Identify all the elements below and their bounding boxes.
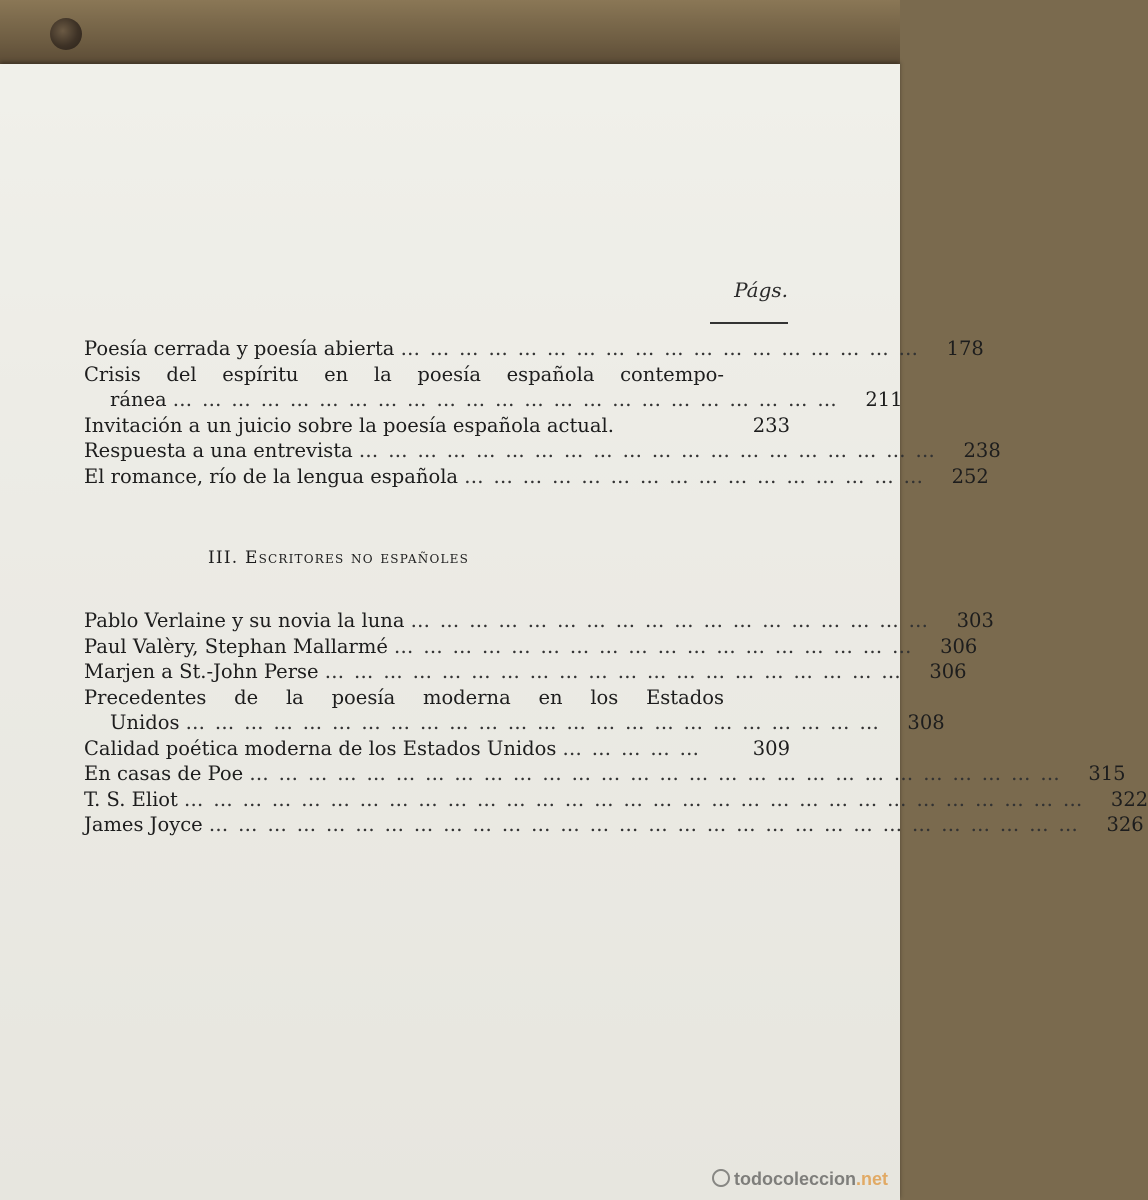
pin-icon: [50, 18, 82, 50]
toc-entry-page: 315: [1088, 762, 1126, 785]
toc-entry: [84, 659, 967, 685]
toc-entry: [84, 438, 1001, 464]
dot-leader: … … … … … … … … … … … … … … … … … … … … … … … … … … … … … …: [208, 813, 1080, 836]
toc-entry-page: 303: [956, 609, 994, 632]
toc-entry-title: Poesía cerrada y poesía abierta: [84, 337, 395, 360]
background-surface: [0, 0, 900, 66]
watermark: [712, 1169, 888, 1190]
toc-entry-title: Marjen a St.-John Perse: [84, 660, 319, 683]
dot-leader: … … … … … … … … … … … … … … … … … … … … … … … …: [185, 711, 881, 734]
dot-leader: … … … … … … … … … … … … … … … … … … … … … … … … … … … … … … …: [183, 787, 1085, 811]
dot-leader: … … … … … … … … … … … … … … … … … …: [393, 634, 914, 658]
toc-entry: [84, 387, 903, 413]
toc-entry-page: 252: [951, 464, 989, 488]
toc-entry-title-line1: Precedentes de la poesía moderna en los Estados: [84, 685, 724, 709]
toc-entry-page: 306: [929, 660, 967, 683]
toc-entry-page: 211: [865, 388, 903, 411]
toc-entry-title: Paul Valèry, Stephan Mallarmé: [84, 634, 388, 658]
dot-leader: … … … … … … … … … … … … … … … …: [464, 464, 925, 488]
toc-entry-title-line1: Crisis del espíritu en la poesía española contempo-: [84, 362, 724, 386]
toc-entry-title: Respuesta a una entrevista: [84, 439, 353, 462]
toc-entry-title: James Joyce: [84, 813, 203, 836]
toc-entry: [84, 736, 790, 762]
dot-leader: … … … … …: [562, 736, 701, 760]
toc-entry-page: 309: [752, 736, 790, 760]
dot-leader: … … … … … … … … … … … … … … … … … … … …: [324, 660, 903, 683]
section-heading: III. Escritores no españoles: [208, 548, 470, 568]
magnifier-icon: [712, 1169, 730, 1187]
toc-entry-page: 178: [946, 337, 984, 360]
page-column-header: Págs.: [734, 278, 788, 302]
dot-leader: … … … … … … … … … … … … … … … … … …: [400, 337, 920, 360]
toc-entry: [84, 787, 1148, 813]
toc-entry: [84, 710, 945, 736]
toc-entry-page: 238: [963, 439, 1001, 462]
toc-entry: [84, 464, 989, 490]
toc-entry-title: ránea: [110, 388, 167, 411]
header-rule: [710, 322, 788, 324]
toc-entry: [84, 413, 790, 439]
toc-entry: [84, 608, 994, 634]
toc-entry-page: 308: [907, 711, 945, 734]
toc-entry: [84, 812, 1144, 838]
toc-section-1: [84, 336, 1001, 489]
toc-entry: [84, 761, 1126, 787]
watermark-text: todocoleccion: [733, 1169, 856, 1189]
toc-entry-title: Unidos: [110, 711, 180, 734]
toc-entry-title: T. S. Eliot: [84, 787, 178, 811]
dot-leader: … … … … … … … … … … … … … … … … … … … … … … …: [172, 388, 839, 411]
toc-section-3: [84, 608, 1148, 838]
toc-entry-title: En casas de Poe: [84, 762, 244, 785]
dot-leader: … … … … … … … … … … … … … … … … … … … …: [358, 439, 937, 462]
toc-entry-title: El romance, río de la lengua española: [84, 464, 459, 488]
toc-entry: [84, 634, 978, 660]
toc-entry-title: Calidad poética moderna de los Estados Unidos: [84, 736, 557, 760]
toc-entry-page: 306: [940, 634, 978, 658]
dot-leader: … … … … … … … … … … … … … … … … … … … … … … … … … … … …: [249, 762, 1062, 785]
toc-entry-title: Invitación a un juicio sobre la poesía española actual.: [84, 413, 614, 437]
dot-leader: … … … … … … … … … … … … … … … … … …: [410, 609, 930, 632]
toc-entry-page: 233: [752, 413, 790, 437]
toc-entry: [84, 336, 984, 362]
watermark-suffix: .net: [855, 1169, 888, 1189]
toc-entry-title: Pablo Verlaine y su novia la luna: [84, 609, 405, 632]
toc-entry-page: 326: [1106, 813, 1144, 836]
toc-entry-page: 322: [1110, 787, 1148, 811]
